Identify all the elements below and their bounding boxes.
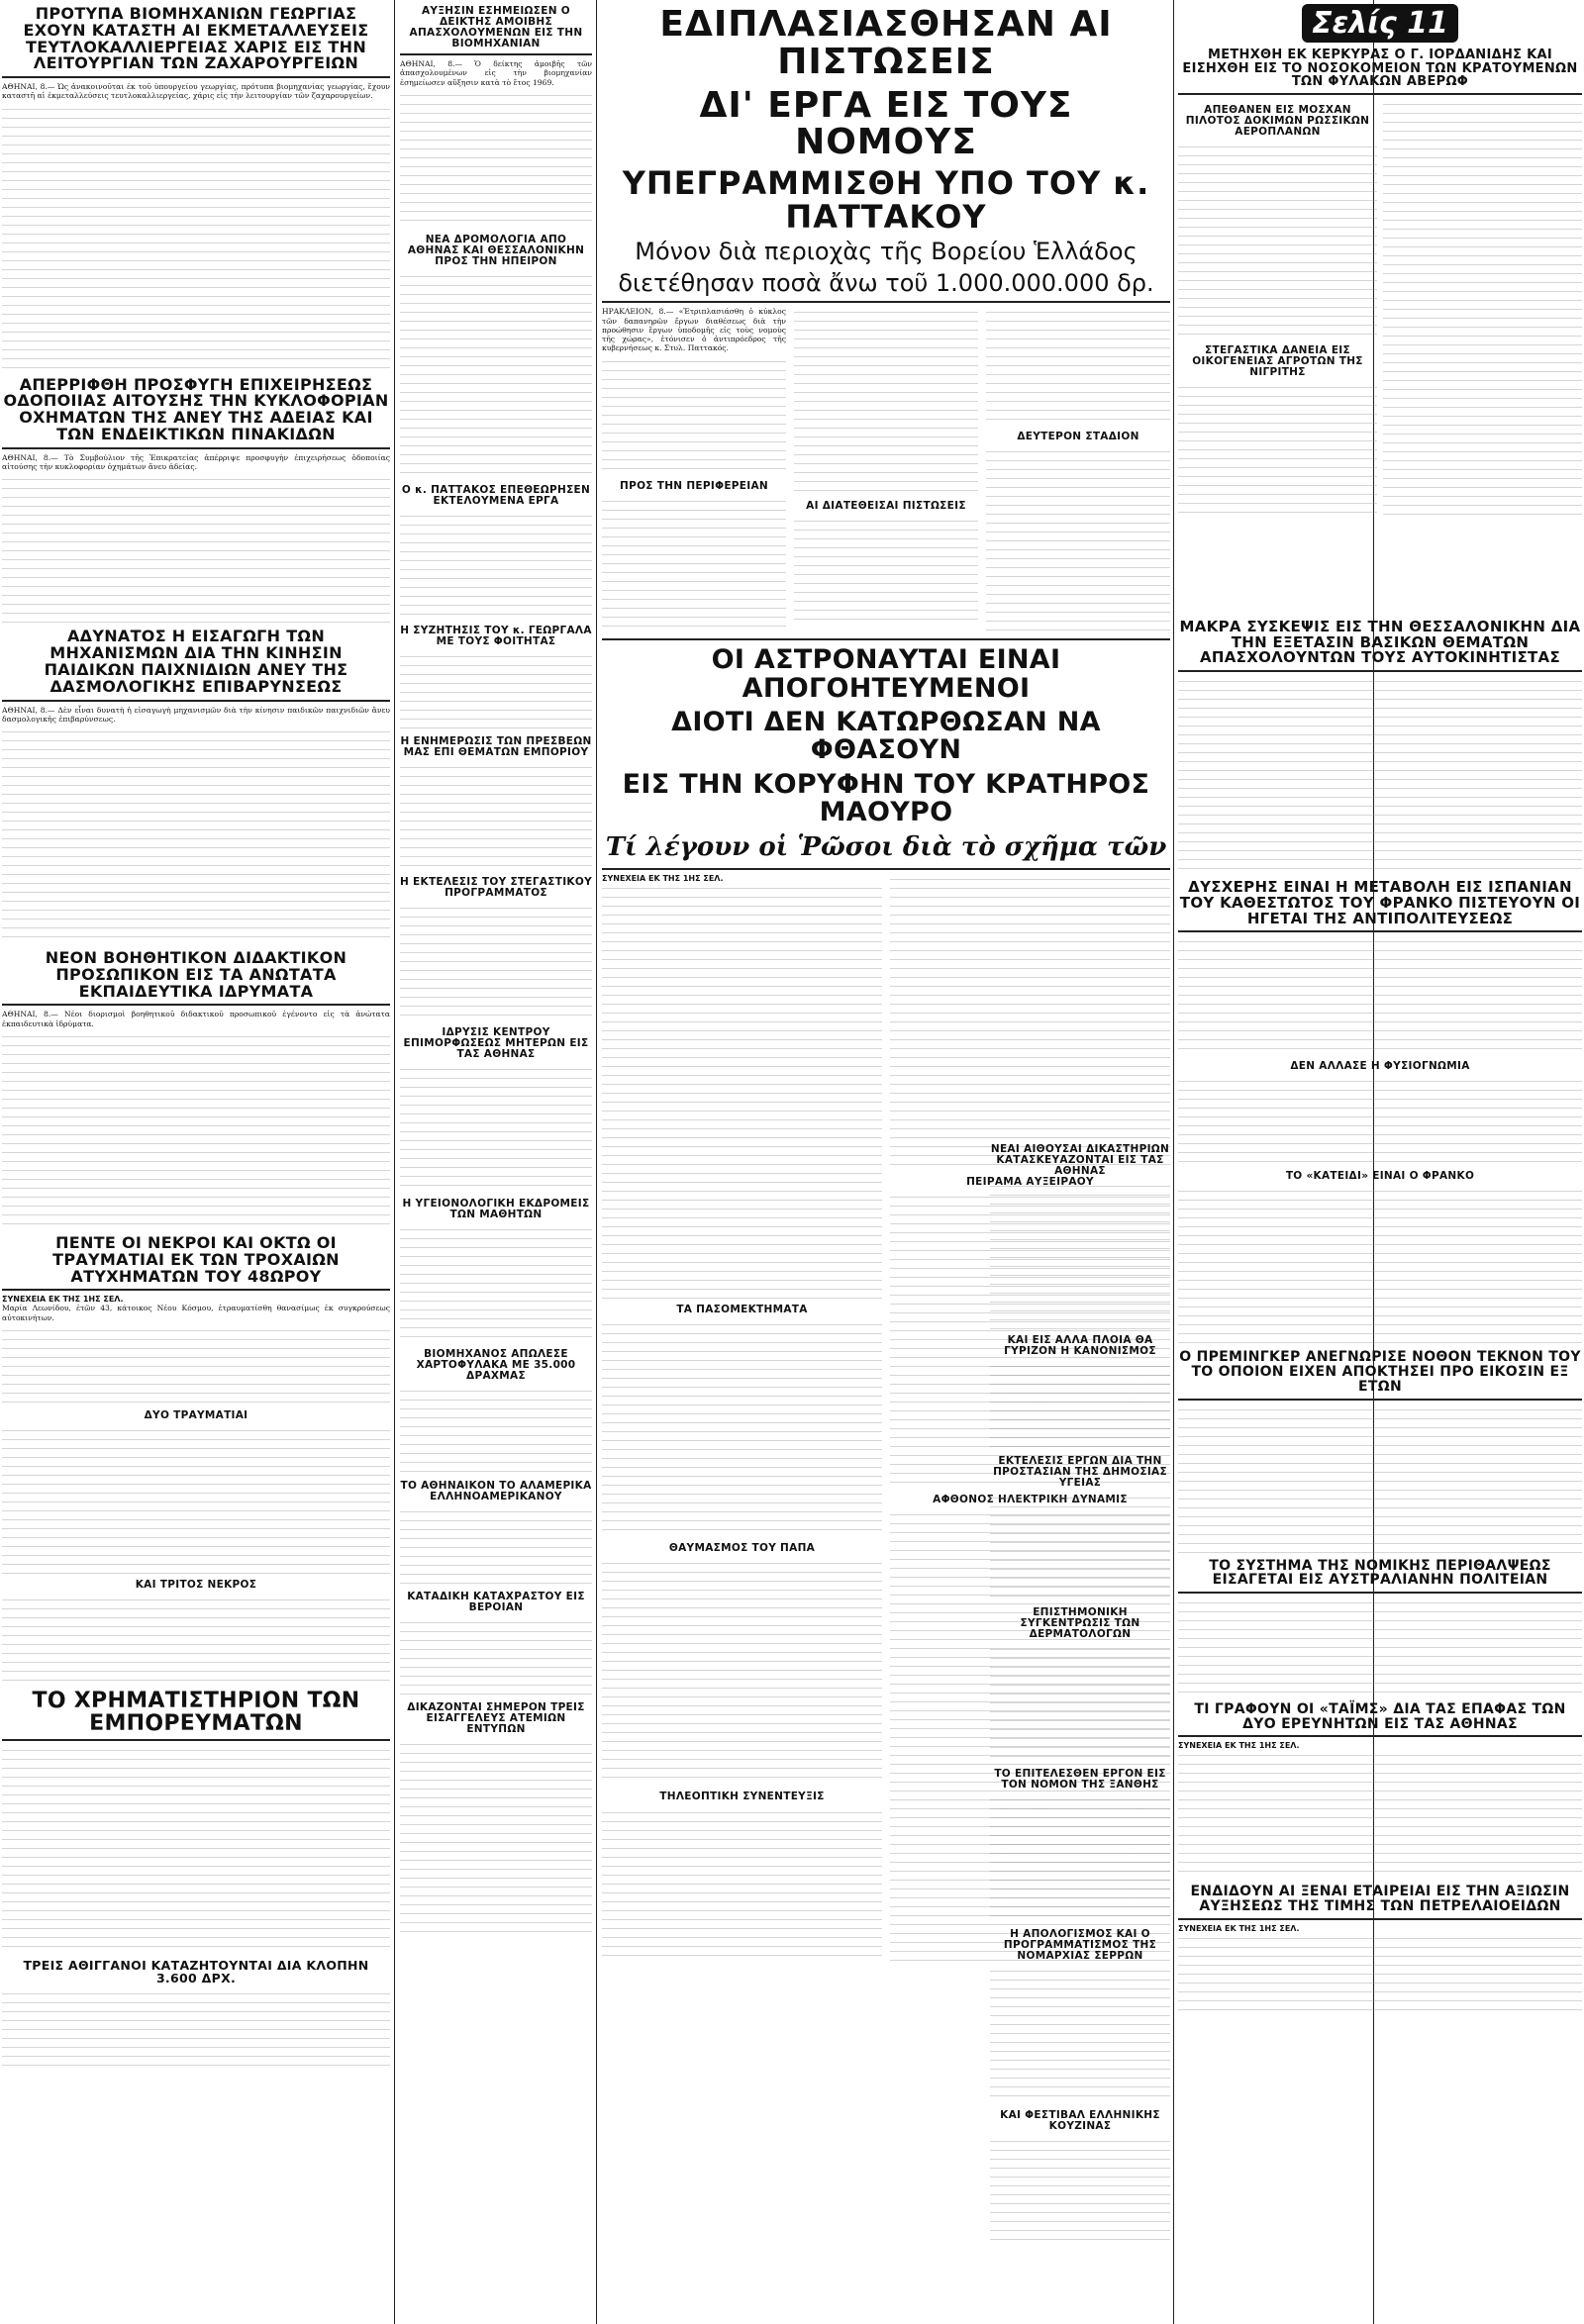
headline-iordanidis: ΜΕΤΗΧΘΗ ΕΚ ΚΕΡΚΥΡΑΣ Ο Γ. ΙΟΡΔΑΝΙΔΗΣ ΚΑΙ ΕΙΣΗΧΘΗ ΕΙΣ ΤΟ ΝΟΣΟΚΟΜΕΙΟΝ ΤΩΝ ΚΡΑΤΟΥΜΕΝΩΝ ΤΩΝ ΦΥΛΑΚΩΝ ΑΒΕΡΩΦ [1182,48,1578,90]
main-headline-1: ΕΔΙΠΛΑΣΙΑΣΘΗΣΑΝ ΑΙ ΠΙΣΤΩΣΕΙΣ [659,4,1113,82]
astronauts-headline-2: ΔΙΟΤΙ ΔΕΝ ΚΑΤΩΡΘΩΣΑΝ ΝΑ ΦΘΑΣΟΥΝ [671,707,1101,766]
article-body [400,1506,592,1586]
article-body [2,1988,390,2068]
article-body [2,1325,390,1404]
article-body [2,1031,390,1229]
article-body [1178,1750,1582,1879]
subhead: ΠΕΙΡΑΜΑ ΑΥΞΕΙΡΑΟΥ [966,1176,1094,1189]
subhead: ΑΙ ΔΙΑΤΕΘΕΙΣΑΙ ΠΙΣΤΩΣΕΙΣ [806,500,966,513]
article-body [400,903,592,1021]
article-body [1178,142,1377,339]
headline-preminger: Ο ΠΡΕΜΙΝΓΚΕΡ ΑΝΕΓΝΩΡΙΣΕ ΝΟΘΟΝ ΤΕΚΝΟΝ ΤΟΥ ΤΟ ΟΠΟΙΟΝ ΕΙΧΕΝ ΑΠΟΚΤΗΣΕΙ ΠΡΟ ΕΙΚΟΣΙΝ ΕΞ ΕΤΩΝ [1179,1349,1581,1395]
main-headline-2: ΔΙ' ΕΡΓΑ ΕΙΣ ΤΟΥΣ ΝΟΜΟΥΣ [699,84,1073,163]
article-body [990,1966,1170,2104]
headline-ambassadors-briefing: Η ΕΝΗΜΕΡΩΣΙΣ ΤΩΝ ΠΡΕΣΒΕΩΝ ΜΑΣ ΕΠΙ ΘΕΜΑΤΩΝ ΕΜΠΟΡΙΟΥ [400,734,592,758]
headline-beet-factories: ΠΡΟΤΥΠΑ ΒΙΟΜΗΧΑΝΙΩΝ ΓΕΩΡΓΙΑΣ ΕΧΟΥΝ ΚΑΤΑΣΤΗ ΑΙ ΕΚΜΕΤΑΛΛΕΥΣΕΙΣ ΤΕΥΤΛΟΚΑΛΛΙΕΡΓΕΙΑΣ ΧΑΡΙΣ ΕΙΣ ΤΗΝ ΛΕΙΤΟΥΡΓΙΑΝ ΤΩΝ ΖΑΧΑΡΟΥΡΓΕΙΩΝ [23,4,369,73]
article-body [990,1644,1170,1763]
article-body [794,307,978,495]
headline-xanthi: ΤΟ ΕΠΙΤΕΛΕΣΘΕΝ ΕΡΓΟΝ ΕΙΣ ΤΟΝ ΝΟΜΟΝ ΤΗΣ ΞΑΝΘΗΣ [994,1768,1166,1791]
article-text: ΑΘΗΝΑΙ, 8.— Δὲν εἶναι δυνατὴ ἡ εἰσαγωγὴ μηχανισμῶν διὰ τὴν κίνησιν παιδικῶν παιχνιδιῶν ἄνευ δασμολογικῆς ἐπιβαρύνσεως. [2,705,390,724]
article-body [400,1739,592,1937]
astronauts-subhead: Τί λέγουν οἱ Ῥῶσοι διὰ τὸ σχῆμα τῶν [605,832,1167,863]
continuation-label: ΣΥΝΕΧΕΙΑ ΕΚ ΤΗΣ 1ΗΣ ΣΕΛ. [1178,1741,1300,1751]
main-article-columns [602,307,1170,634]
article-body [1383,99,1582,515]
divider [1178,1918,1582,1920]
market-prices [2,1745,390,1953]
divider [1178,670,1582,672]
headline-student-trips: Η ΥΓΕΙΟΝΟΛΟΓΙΚΗ ΕΚΔΡΟΜΕΙΣ ΤΩΝ ΜΑΘΗΤΩΝ [402,1198,590,1221]
continuation-label: ΣΥΝΕΧΕΙΑ ΕΚ ΤΗΣ 1ΗΣ ΣΕΛ. [2,1295,124,1305]
headline-thessaloniki-meeting: ΜΑΚΡΑ ΣΥΣΚΕΨΙΣ ΕΙΣ ΤΗΝ ΘΕΣΣΑΛΟΝΙΚΗΝ ΔΙΑ ΤΗΝ ΕΞΕΤΑΣΙΝ ΒΑΣΙΚΩΝ ΘΕΜΑΤΩΝ ΑΠΑΣΧΟΛΟΥΝΤΩΝ ΤΟΥΣ ΑΥΤΟΚΙΝΗΤΙΣΤΑΣ [1179,617,1581,667]
divider [1178,1735,1582,1737]
article-body [400,511,592,620]
column-1 [2,0,390,2324]
headline-pattakos-inspection: Ο κ. ΠΑΤΤΑΚΟΣ ΕΠΕΘΕΩΡΗΣΕΝ ΕΚΤΕΛΟΥΜΕΝΑ ΕΡΓΑ [401,483,591,507]
divider [1178,93,1582,95]
headline-spain-franco: ΔΥΣΧΕΡΗΣ ΕΙΝΑΙ Η ΜΕΤΑΒΟΛΗ ΕΙΣ ΙΣΠΑΝΙΑΝ ΤΟΥ ΚΑΘΕΣΤΩΤΟΣ ΤΟΥ ΦΡΑΝΚΟ ΠΙΣΤΕΥΟΥΝ ΟΙ ΗΓΕΤΑΙ ΤΗΣ ΑΝΤΙΠΟΛΙΤΕΥΣΕΩΣ [1179,878,1581,927]
headline-housing-program: Η ΕΚΤΕΛΕΣΙΣ ΤΟΥ ΣΤΕΓΑΣΤΙΚΟΥ ΠΡΟΓΡΑΜΜΑΤΟΣ [400,875,592,899]
headline-pilot-died: ΑΠΕΘΑΝΕΝ ΕΙΣ ΜΟΣΧΑΝ ΠΙΛΟΤΟΣ ΔΟΚΙΜΩΝ ΡΩΣΣΙΚΩΝ ΑΕΡΟΠΛΑΝΩΝ [1185,103,1370,138]
subhead: ΤΟ «ΚΑΤΕΙΔΙ» ΕΙΝΑΙ Ο ΦΡΑΝΚΟ [1285,1170,1475,1183]
column-rule [394,0,395,2324]
headline-oil-companies: ΕΝΔΙΔΟΥΝ ΑΙ ΞΕΝΑΙ ΕΤΑΙΡΕΙΑΙ ΕΙΣ ΤΗΝ ΑΞΙΩΣΙΝ ΑΥΞΗΣΕΩΣ ΤΗΣ ΤΙΜΗΣ ΤΩΝ ΠΕΤΡΕΛΑΙΟΕΙΔΩΝ [1190,1884,1570,1914]
article-body [2,1595,390,1684]
article-body [400,271,592,479]
article-body [2,104,390,371]
article-body [400,1617,592,1696]
article-text: ΑΘΗΝΑΙ, 8.— Ὡς ἀνακοινοῦται ἐκ τοῦ ὑπουργείου γεωργίας, πρότυπα βιομηχανίας γεωργίας, ἔχουν καταστῆ αἱ ἐκμεταλλεύσεις τευτλοκαλλιεργείας, χάρις εἰς τὴν λειτουργίαν τῶν ζαχαρουργείων. [2,82,390,101]
divider [2,447,390,449]
headline-commodity-exchange: ΤΟ ΧΡΗΜΑΤΙΣΤΗΡΙΟΝ ΤΩΝ ΕΜΠΟΡΕΥΜΑΤΩΝ [32,1688,360,1736]
continuation-label: ΣΥΝΕΧΕΙΑ ΕΚ ΤΗΣ 1ΗΣ ΣΕΛ. [1178,1923,1300,1933]
divider [1178,1399,1582,1401]
article-body [400,1224,592,1343]
article-body [1178,1076,1582,1165]
divider [2,1289,390,1291]
article-body [602,1807,882,1956]
main-headline-3: ΥΠΕΓΡΑΜΜΙΣΘΗ ΥΠΟ ΤΟΥ κ. ΠΑΤΤΑΚΟΥ [622,164,1150,236]
divider [602,301,1170,303]
subhead: ΔΕΝ ΑΛΛΑΣΕ Η ΦΥΣΙΟΓΝΩΜΙΑ [1290,1060,1470,1073]
main-subhead-1: Μόνον διὰ περιοχὰς τῆς Βορείου Ἑλλάδος [635,238,1138,266]
article-body [1178,1186,1582,1344]
subhead: ΤΗΛΕΟΠΤΙΚΗ ΣΥΝΕΝΤΕΥΞΙΣ [659,1791,825,1803]
article-body [1178,382,1377,521]
divider [400,53,592,55]
article-body [1178,1404,1582,1553]
article-body [794,516,978,625]
headline-toy-mechanisms: ΑΔΥΝΑΤΟΣ Η ΕΙΣΑΓΩΓΗ ΤΩΝ ΜΗΧΑΝΙΣΜΩΝ ΔΙΑ ΤΗΝ ΚΙΝΗΣΙΝ ΠΑΙΔΙΚΩΝ ΠΑΙΧΝΙΔΙΩΝ ΑΝΕΥ ΤΗΣ ΔΑΣΜΟΛΟΓΙΚΗΣ ΕΠΙΒΑΡΥΝΣΕΩΣ [44,627,348,696]
article-body [2,1425,390,1574]
headline-gypsies-theft: ΤΡΕΙΣ ΑΘΙΓΓΑΝΟΙ ΚΑΤΑΖΗΤΟΥΝΤΑΙ ΔΙΑ ΚΛΟΠΗΝ 3.600 ΔΡΧ. [23,1958,369,1986]
article-body [1178,1598,1582,1696]
right-top-columns [1178,99,1582,614]
subhead: ΘΑΥΜΑΣΜΟΣ ΤΟΥ ΠΑΠΑ [668,1542,816,1555]
article-body [602,496,786,634]
article-body [602,883,882,1299]
subhead: ΚΑΙ ΤΡΙΤΟΣ ΝΕΚΡΟΣ [135,1578,257,1591]
continuation-label: ΣΥΝΕΧΕΙΑ ΕΚ ΤΗΣ 1ΗΣ ΣΕΛ. [602,874,724,884]
article-text: ΑΘΗΝΑΙ, 8.— Νέοι διορισμοὶ βοηθητικοῦ διδακτικοῦ προσωπικοῦ ἐγένοντο εἰς τὰ ἀνώτατα ἐκπαιδευτικὰ ἱδρύματα. [2,1010,390,1028]
divider [1178,1592,1582,1594]
subhead: ΤΑ ΠΑΣΟΜΕΚΤΗΜΑΤΑ [676,1304,808,1316]
headline-other-ships: ΚΑΙ ΕΙΣ ΑΛΛΑ ΠΛΟΙΑ ΘΑ ΓΥΡΙΖΟΝ Η ΚΑΝΟΝΙΣΜΟΣ [1004,1334,1156,1358]
divider [1178,930,1582,932]
headline-georgalas-students: Η ΣΥΖΗΤΗΣΙΣ ΤΟΥ κ. ΓΕΩΡΓΑΛΑ ΜΕ ΤΟΥΣ ΦΟΙΤΗΤΑΣ [400,624,592,647]
headline-cuisine-festival: ΚΑΙ ΦΕΣΤΙΒΑΛ ΕΛΛΗΝΙΚΗΣ ΚΟΥΖΙΝΑΣ [1000,2109,1160,2133]
article-body [990,1493,1170,1601]
column-2 [400,0,592,2324]
headline-public-health: ΕΚΤΕΛΕΣΙΣ ΕΡΓΩΝ ΔΙΑ ΤΗΝ ΠΡΟΣΤΑΣΙΑΝ ΤΗΣ ΔΗΜΟΣΙΑΣ ΥΓΕΙΑΣ [993,1455,1167,1490]
article-body [990,1794,1170,1923]
article-lead: ΗΡΑΚΛΕΙΟΝ, 8.— «Ἐτριπλασιάσθη ὁ κύκλος τῶν δαπανηρῶν ἔργων διαθέσεως διὰ τὴν προώθησιν ἔργων ὑποδομῆς εἰς τοὺς νομοὺς τῆς χώρας», ἐτόνισεν ὁ ἀντιπρόεδρος τῆς κυβερνήσεως κ. Στυλ. Παττακός. [602,307,786,353]
divider [2,76,390,78]
article-body [2,726,390,944]
article-body [990,1361,1170,1450]
headline-wage-index: ΑΥΞΗΣΙΝ ΕΣΗΜΕΙΩΣΕΝ Ο ΔΕΙΚΤΗΣ ΑΜΟΙΒΗΣ ΑΠΑΣΧΟΛΟΥΜΕΝΩΝ ΕΙΣ ΤΗΝ ΒΙΟΜΗΧΑΝΙΑΝ [409,5,583,50]
astronauts-headline-3: ΕΙΣ ΤΗΝ ΚΟΡΥΦΗΝ ΤΟΥ ΚΡΑΤΗΡΟΣ ΜΑΟΥΡΟ [622,768,1150,828]
article-text: ΑΘΗΝΑΙ, 8.— Ὁ δείκτης ἀμοιβῆς τῶν ἀπασχολουμένων εἰς τὴν βιομηχανίαν ἐσημείωσεν αὔξησιν κατὰ τὸ ἔτος 1969. [400,59,592,87]
article-body [890,874,1170,1171]
subhead: ΠΡΟΣ ΤΗΝ ΠΕΡΙΦΕΡΕΙΑΝ [620,479,768,492]
article-body [602,1558,882,1786]
article-body [602,1319,882,1537]
astronauts-headline-1: ΟΙ ΑΣΤΡΟΝΑΥΤΑΙ ΕΙΝΑΙ ΑΠΟΓΟΗΤΕΥΜΕΝΟΙ [711,644,1061,704]
divider [2,1004,390,1006]
divider [2,1739,390,1741]
headline-legal-aid-australia: ΤΟ ΣΥΣΤΗΜΑ ΤΗΣ ΝΟΜΙΚΗΣ ΠΕΡΙΘΑΛΨΕΩΣ ΕΙΣΑΓΕΤΑΙ ΕΙΣ ΑΥΣΤΡΑΛΙΑΝΗΝ ΠΟΛΙΤΕΙΑΝ [1209,1557,1551,1589]
headline-teaching-staff: ΝΕΟΝ ΒΟΗΘΗΤΙΚΟΝ ΔΙΔΑΚΤΙΚΟΝ ΠΡΟΣΩΠΙΚΟΝ ΕΙΣ ΤΑ ΑΝΩΤΑΤΑ ΕΚΠΑΙΔΕΥΤΙΚΑ ΙΔΡΥΜΑΤΑ [45,948,347,1001]
right-section [1178,0,1582,2324]
article-body [1178,1933,1582,2012]
headline-new-routes: ΝΕΑ ΔΡΟΜΟΛΟΓΙΑ ΑΠΟ ΑΘΗΝΑΣ ΚΑΙ ΘΕΣΣΑΛΟΝΙΚΗΝ ΠΡΟΣ ΤΗΝ ΗΠΕΙΡΟΝ [407,233,585,267]
page-number-box [1178,4,1582,43]
headline-mothers-center: ΙΔΡΥΣΙΣ ΚΕΝΤΡΟΥ ΕΠΙΜΟΡΦΩΣΕΩΣ ΜΗΤΕΡΩΝ ΕΙΣ ΤΑΣ ΑΘΗΝΑΣ [403,1025,589,1061]
article-body [986,446,1170,634]
article-text: Μαρία Λεωνίδου, ἐτῶν 43, κάτοικος Νέου Κόσμου, ἐτραυματίσθη θανασίμως ἐκ συγκρούσεως αὐτοκινήτων. [2,1304,390,1322]
divider [602,868,1170,870]
subhead: ΑΦΘΟΝΟΣ ΗΛΕΚΤΡΙΚΗ ΔΥΝΑΜΙΣ [933,1494,1128,1506]
subhead: ΔΥΟ ΤΡΑΥΜΑΤΙΑΙ [144,1408,248,1421]
divider [602,638,1170,640]
article-body [400,90,592,229]
column-rule [1173,0,1174,2324]
headline-courtrooms: ΝΕΑΙ ΑΙΘΟΥΣΑΙ ΔΙΚΑΣΤΗΡΙΩΝ ΚΑΤΑΣΚΕΥΑΖΟΝΤΑΙ ΕΙΣ ΤΑΣ ΑΘΗΝΑΣ [990,1143,1170,1178]
column-5 [990,1138,1170,2324]
article-body [1178,936,1582,1055]
article-text: ΑΘΗΝΑΙ, 8.— Τὸ Συμβούλιον τῆς Ἐπικρατείας ἀπέρριψε προσφυγὴν ἐπιχειρήσεως ὁδοποιίας αἰτούσης τὴν κυκλοφορίαν ὀχημάτων ἄνευ ἀδείας. [2,452,390,472]
article-body [1178,676,1582,874]
article-body [400,651,592,730]
headline-traffic-accidents: ΠΕΝΤΕ ΟΙ ΝΕΚΡΟΙ ΚΑΙ ΟΚΤΩ ΟΙ ΤΡΑΥΜΑΤΙΑΙ ΕΚ ΤΩΝ ΤΡΟΧΑΙΩΝ ΑΤΥΧΗΜΑΤΩΝ ΤΟΥ 48ΩΡΟΥ [52,1232,340,1286]
headline-rejected-appeal: ΑΠΕΡΡΙΦΘΗ ΠΡΟΣΦΥΓΗ ΕΠΙΧΕΙΡΗΣΕΩΣ ΟΔΟΠΟΙΙΑΣ ΑΙΤΟΥΣΗΣ ΤΗΝ ΚΥΚΛΟΦΟΡΙΑΝ ΟΧΗΜΑΤΩΝ ΤΗΣ ΑΝΕΥ ΤΗΣ ΑΔΕΙΑΣ ΚΑΙ ΤΩΝ ΕΝΔΕΙΚΤΙΚΩΝ ΠΙΝΑΚΙΔΩΝ [3,374,389,444]
headline-dermatologists: ΕΠΙΣΤΗΜΟΝΙΚΗ ΣΥΓΚΕΝΤΡΩΣΙΣ ΤΩΝ ΔΕΡΜΑΤΟΛΟΓΩΝ [1020,1606,1140,1641]
article-body [2,474,390,623]
credits-list [986,307,1170,426]
article-body [990,2136,1170,2245]
column-rule [596,0,597,2324]
article-body [602,356,786,475]
headline-times-researchers: ΤΙ ΓΡΑΦΟΥΝ ΟΙ «ΤΑΪΜΣ» ΔΙΑ ΤΑΣ ΕΠΑΦΑΣ ΤΩΝ ΔΥΟ ΕΡΕΥΝΗΤΩΝ ΕΙΣ ΤΑΣ ΑΘΗΝΑΣ [1194,1700,1566,1732]
article-body [400,1064,592,1193]
page-number: Σελίς 11 [1302,4,1458,43]
article-body [400,1386,592,1475]
headline-greek-american: ΤΟ ΑΘΗΝΑΙΚΟΝ ΤΟ ΑΛΑΜΕΡΙΚΑ ΕΛΛΗΝΟΑΜΕΡΙΚΑΝΟΥ [400,1480,592,1503]
headline-trial-today: ΔΙΚΑΖΟΝΤΑΙ ΣΗΜΕΡΟΝ ΤΡΕΙΣ ΕΙΣΑΓΓΕΛΕΥΣ ΑΤΕΜΙΩΝ ΕΝΤΥΠΩΝ [407,1701,585,1736]
headline-lost-briefcase: ΒΙΟΜΗΧΑΝΟΣ ΑΠΩΛΕΣΕ ΧΑΡΤΟΦΥΛΑΚΑ ΜΕ 35.000 ΔΡΑΧΜΑΣ [416,1348,576,1383]
headline-housing-loans: ΣΤΕΓΑΣΤΙΚΑ ΔΑΝΕΙΑ ΕΙΣ ΟΙΚΟΓΕΝΕΙΑΣ ΑΓΡΟΤΩΝ ΤΗΣ ΝΙΓΡΙΤΗΣ [1192,343,1363,378]
divider [2,700,390,702]
subhead: ΔΕΥΤΕΡΟΝ ΣΤΑΔΙΟΝ [1017,431,1139,443]
headline-embezzler-veria: ΚΑΤΑΔΙΚΗ ΚΑΤΑΧΡΑΣΤΟΥ ΕΙΣ ΒΕΡΟΙΑΝ [407,1591,585,1614]
article-body [400,762,592,871]
main-subhead-2: διετέθησαν ποσὰ ἄνω τοῦ 1.000.000.000 δρ. [618,269,1154,298]
headline-serres: Η ΑΠΟΛΟΓΙΣΜΟΣ ΚΑΙ Ο ΠΡΟΓΡΑΜΜΑΤΙΣΜΟΣ ΤΗΣ ΝΟΜΑΡΧΙΑΣ ΣΕΡΡΩΝ [1003,1928,1157,1963]
article-body [990,1181,1170,1329]
